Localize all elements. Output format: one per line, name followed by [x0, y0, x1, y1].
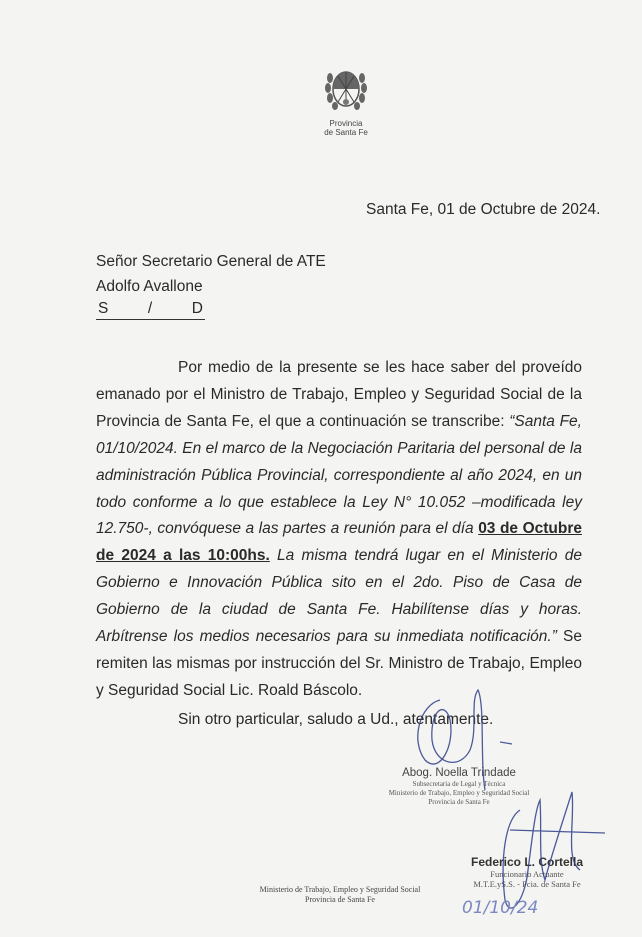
footer [240, 885, 440, 905]
sd-d: D [191, 300, 203, 317]
stamp-trindade [384, 766, 534, 807]
body-end: Se remiten las mismas por instrucción del Sr. Ministro de Trabajo, Empleo y Seguridad Social Lic. Roald Báscolo. [96, 628, 582, 699]
footer-line2: Provincia de Santa Fe [305, 895, 375, 904]
sd-line [96, 299, 205, 320]
date-line: Santa Fe, 01 de Octubre de 2024. [366, 201, 601, 218]
letter-body [96, 355, 582, 705]
letterhead-text-2: de Santa Fe [324, 128, 368, 137]
stamp1-line3: Provincia de Santa Fe [428, 798, 490, 806]
letterhead-text-1: Provincia [329, 119, 363, 128]
stamp1-name: Abog. Noella Trindade [402, 767, 516, 779]
stamp1-line1: Subsecretaria de Legal y Técnica [412, 780, 506, 788]
body-intro: Por medio de la presente se les hace saber del proveído emanado por el Ministro de Trabajo, Empleo y Seguridad Social de la Provincia de Santa Fe, el que a continuación se transcribe: [96, 359, 582, 430]
closing-line: Sin otro particular, saludo a Ud., atentamente. [178, 710, 494, 728]
signature-cortella [503, 792, 605, 908]
stamp1-line2: Ministerio de Trabajo, Empleo y Seguridad Social [388, 789, 530, 797]
coat-of-arms-icon [322, 64, 370, 114]
recipient-name: Adolfo Avallone [96, 277, 203, 295]
quote-part-2: La misma tendrá lugar en el Ministerio de Gobierno e Innovación Pública sito en el 2do. Piso de Casa de Gobierno de la ciudad de Santa Fe. Habilítense días y horas. Arbítrense los medios necesarios para su inmediata notificación.” [96, 547, 582, 646]
recipient-title: Señor Secretario General de ATE [96, 253, 326, 270]
sd-slash: / [147, 300, 153, 317]
letter-text [96, 355, 582, 731]
stamp2-line1: Funcionario Actuante [490, 869, 564, 879]
footer-line1: Ministerio de Trabajo, Empleo y Seguridad Social [259, 885, 421, 894]
sd-s: S [98, 300, 109, 317]
stamp2-line2: M.T.E.yS.S. - Pcia. de Santa Fe [473, 879, 581, 889]
quote-part-1: “Santa Fe, 01/10/2024. En el marco de la Negociación Paritaria del personal de la administración Pública Provincial, correspondiente al año 2024, en un todo conforme a lo que establece la Ley N° 10.052 –modificada ley 12.750-, convóquese a las partes a reunión para el día [96, 412, 582, 538]
meeting-date: 03 de Octubre de 2024 a las 10:00hs. [96, 520, 582, 565]
stamp2-name: Federico L. Cortella [470, 855, 584, 869]
letterhead-logo [316, 64, 376, 137]
stamp-cortella [462, 855, 592, 889]
recipient-block [96, 250, 326, 320]
handwritten-date: 01/10/24 [462, 898, 539, 918]
